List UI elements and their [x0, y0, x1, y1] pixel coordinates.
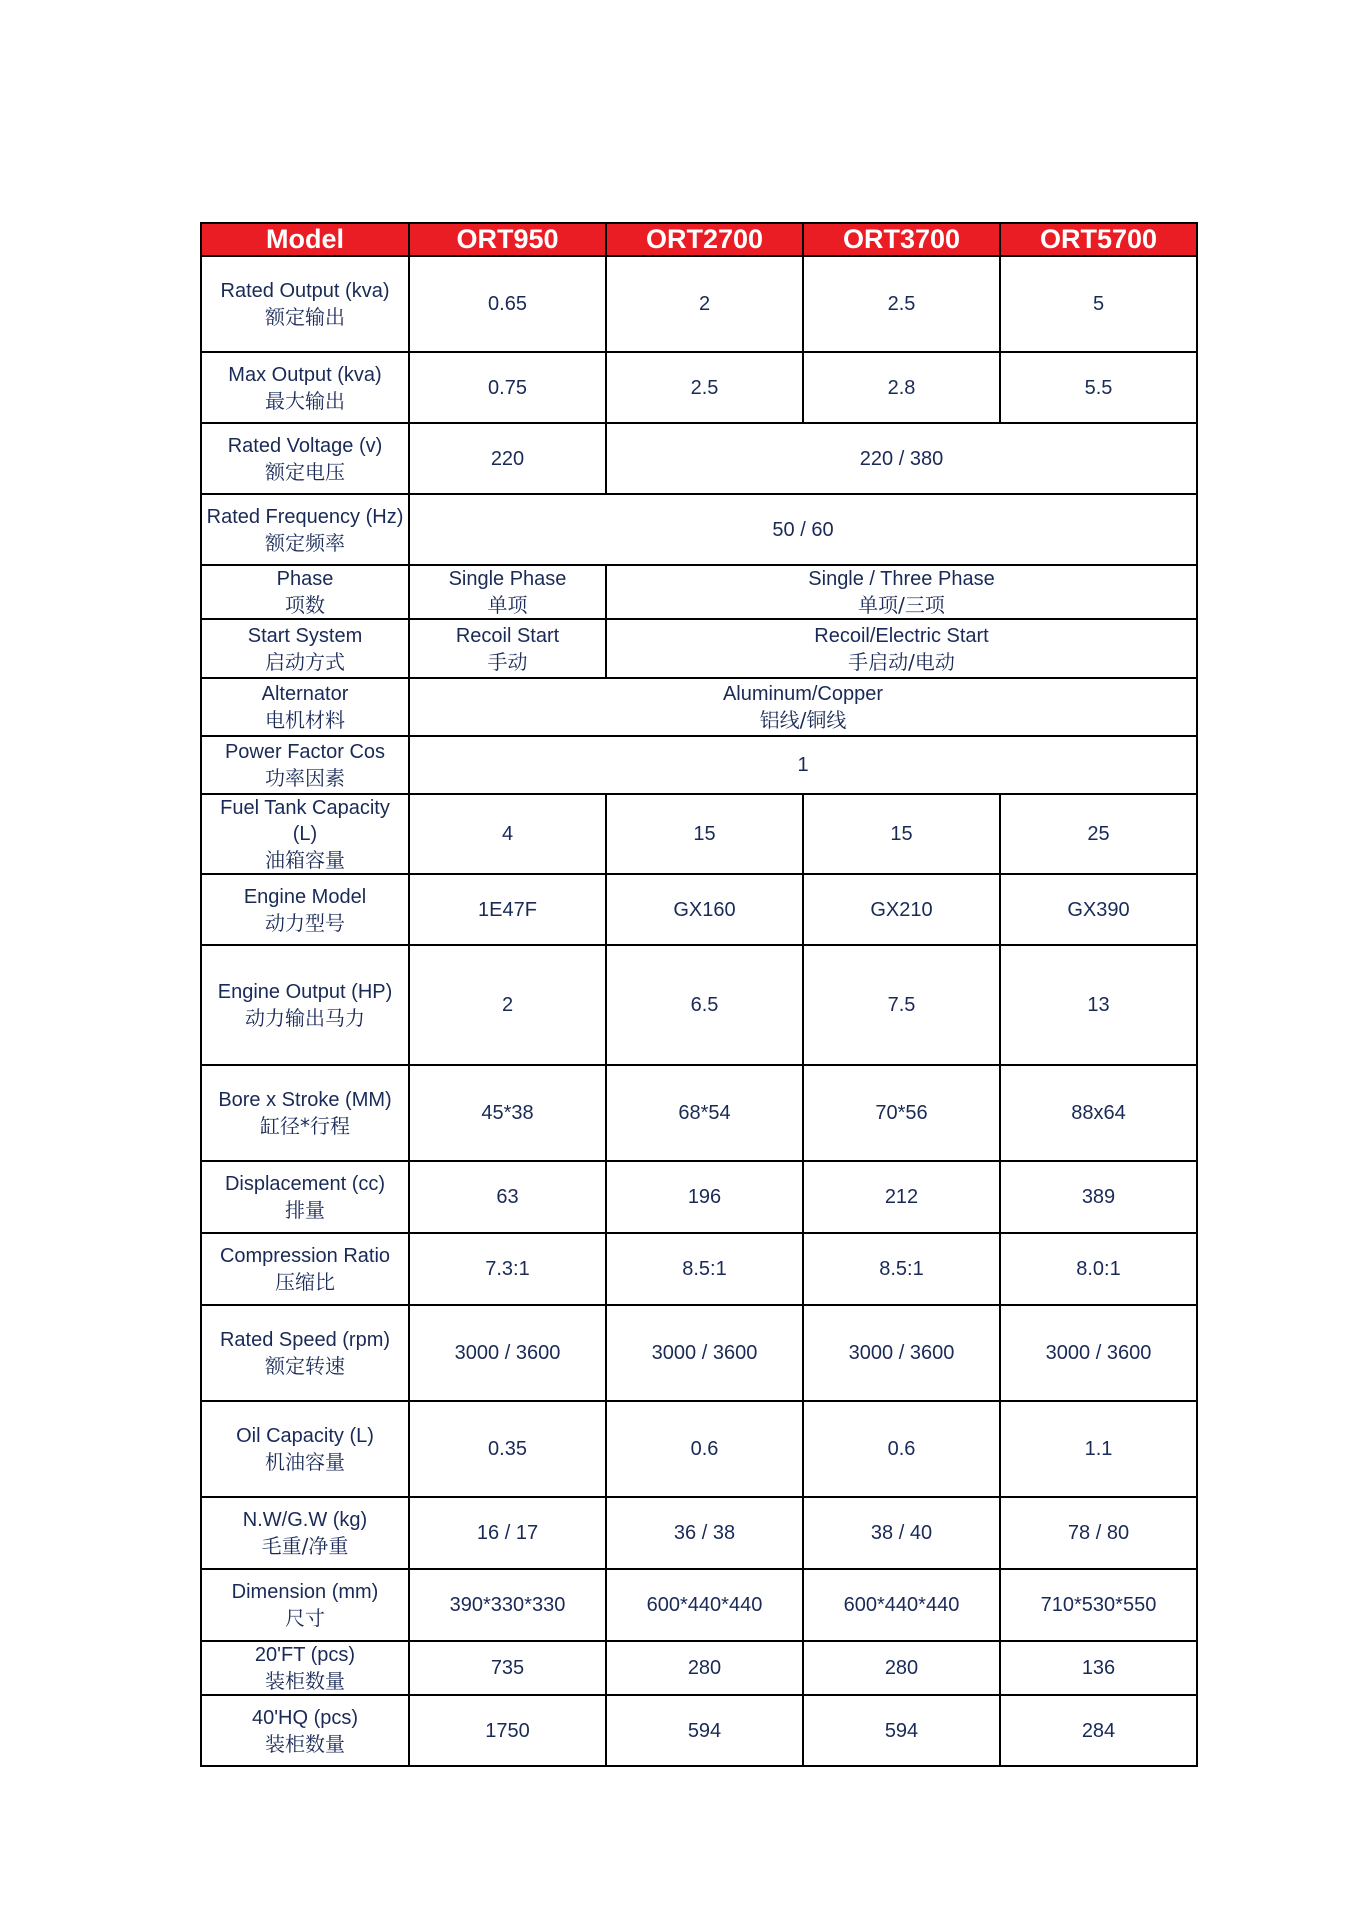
value-cell: 212: [803, 1161, 1000, 1233]
header-ort950: ORT950: [409, 223, 606, 256]
row-label: Power Factor Cos 功率因素: [201, 736, 409, 794]
row-label: Fuel Tank Capacity (L) 油箱容量: [201, 794, 409, 874]
value-cell: GX390: [1000, 874, 1197, 945]
row-label: Alternator 电机材料: [201, 678, 409, 736]
value-cell-merged: 50 / 60: [409, 494, 1197, 565]
value-cell: 2.8: [803, 352, 1000, 423]
header-ort5700: ORT5700: [1000, 223, 1197, 256]
value-cell: 735: [409, 1641, 606, 1695]
value-cell: 280: [606, 1641, 803, 1695]
table-row: [201, 352, 1197, 423]
table-row: [201, 619, 1197, 678]
table-row: [201, 1233, 1197, 1305]
value-cell: 3000 / 3600: [606, 1305, 803, 1401]
value-cell: 45*38: [409, 1065, 606, 1161]
value-cell: 3000 / 3600: [803, 1305, 1000, 1401]
header-ort3700: ORT3700: [803, 223, 1000, 256]
value-cell: 88x64: [1000, 1065, 1197, 1161]
table-row: [201, 874, 1197, 945]
value-cell: 36 / 38: [606, 1497, 803, 1569]
value-cell: 5: [1000, 256, 1197, 352]
value-cell: 70*56: [803, 1065, 1000, 1161]
value-cell: Recoil Start 手动: [409, 619, 606, 678]
table-row: [201, 1305, 1197, 1401]
row-label: Rated Output (kva) 额定输出: [201, 256, 409, 352]
value-cell: 196: [606, 1161, 803, 1233]
table-row: [201, 1161, 1197, 1233]
value-cell: 2: [606, 256, 803, 352]
value-cell: 390*330*330: [409, 1569, 606, 1641]
value-cell: 8.0:1: [1000, 1233, 1197, 1305]
value-cell-merged: 1: [409, 736, 1197, 794]
row-label: Rated Frequency (Hz) 额定频率: [201, 494, 409, 565]
value-cell: 8.5:1: [606, 1233, 803, 1305]
value-cell: 2.5: [606, 352, 803, 423]
value-cell: 15: [803, 794, 1000, 874]
value-cell: 78 / 80: [1000, 1497, 1197, 1569]
header-ort2700: ORT2700: [606, 223, 803, 256]
table-row: [201, 565, 1197, 619]
value-cell: 0.75: [409, 352, 606, 423]
value-cell-merged: Recoil/Electric Start 手启动/电动: [606, 619, 1197, 678]
table-row: [201, 678, 1197, 736]
value-cell: 16 / 17: [409, 1497, 606, 1569]
row-label: Max Output (kva) 最大输出: [201, 352, 409, 423]
value-cell: 389: [1000, 1161, 1197, 1233]
value-cell: 600*440*440: [803, 1569, 1000, 1641]
row-label: Start System 启动方式: [201, 619, 409, 678]
row-label: 20'FT (pcs) 装柜数量: [201, 1641, 409, 1695]
value-cell-merged: Single / Three Phase 单项/三项: [606, 565, 1197, 619]
value-cell: 63: [409, 1161, 606, 1233]
value-cell: 25: [1000, 794, 1197, 874]
table-row: [201, 794, 1197, 874]
row-label: Rated Voltage (v) 额定电压: [201, 423, 409, 494]
value-cell-merged: 220 / 380: [606, 423, 1197, 494]
row-label: Compression Ratio 压缩比: [201, 1233, 409, 1305]
row-label: Dimension (mm) 尺寸: [201, 1569, 409, 1641]
value-cell: 1750: [409, 1695, 606, 1766]
row-label: Phase 项数: [201, 565, 409, 619]
row-label: Engine Model 动力型号: [201, 874, 409, 945]
table-row: [201, 1497, 1197, 1569]
value-cell: 594: [803, 1695, 1000, 1766]
value-cell: Single Phase 单项: [409, 565, 606, 619]
value-cell: 0.6: [606, 1401, 803, 1497]
value-cell: 1.1: [1000, 1401, 1197, 1497]
value-cell: 594: [606, 1695, 803, 1766]
value-cell: 600*440*440: [606, 1569, 803, 1641]
value-cell: 2.5: [803, 256, 1000, 352]
table-row: [201, 1641, 1197, 1695]
value-cell: 710*530*550: [1000, 1569, 1197, 1641]
value-cell: 0.65: [409, 256, 606, 352]
value-cell: 280: [803, 1641, 1000, 1695]
value-cell-merged: Aluminum/Copper 铝线/铜线: [409, 678, 1197, 736]
value-cell: 7.3:1: [409, 1233, 606, 1305]
value-cell: 5.5: [1000, 352, 1197, 423]
table-row: [201, 1401, 1197, 1497]
value-cell: 0.35: [409, 1401, 606, 1497]
value-cell: 13: [1000, 945, 1197, 1065]
value-cell: 3000 / 3600: [409, 1305, 606, 1401]
table-row: [201, 256, 1197, 352]
table-row: [201, 494, 1197, 565]
value-cell: 4: [409, 794, 606, 874]
value-cell: 6.5: [606, 945, 803, 1065]
value-cell: 38 / 40: [803, 1497, 1000, 1569]
table-row: [201, 736, 1197, 794]
header-model: Model: [201, 223, 409, 256]
value-cell: 284: [1000, 1695, 1197, 1766]
row-label: Bore x Stroke (MM) 缸径*行程: [201, 1065, 409, 1161]
value-cell: GX210: [803, 874, 1000, 945]
value-cell: GX160: [606, 874, 803, 945]
row-label: Rated Speed (rpm) 额定转速: [201, 1305, 409, 1401]
spec-table: [200, 222, 1198, 1767]
value-cell: 0.6: [803, 1401, 1000, 1497]
table-row: [201, 1065, 1197, 1161]
row-label: Displacement (cc) 排量: [201, 1161, 409, 1233]
value-cell: 3000 / 3600: [1000, 1305, 1197, 1401]
value-cell: 8.5:1: [803, 1233, 1000, 1305]
value-cell: 2: [409, 945, 606, 1065]
row-label: N.W/G.W (kg) 毛重/净重: [201, 1497, 409, 1569]
table-row: [201, 423, 1197, 494]
value-cell: 15: [606, 794, 803, 874]
row-label: 40'HQ (pcs) 装柜数量: [201, 1695, 409, 1766]
value-cell: 7.5: [803, 945, 1000, 1065]
value-cell: 1E47F: [409, 874, 606, 945]
value-cell: 68*54: [606, 1065, 803, 1161]
table-row: [201, 1569, 1197, 1641]
table-row: [201, 1695, 1197, 1766]
value-cell: 220: [409, 423, 606, 494]
header-row: [201, 223, 1197, 256]
value-cell: 136: [1000, 1641, 1197, 1695]
table-row: [201, 945, 1197, 1065]
row-label: Oil Capacity (L) 机油容量: [201, 1401, 409, 1497]
row-label: Engine Output (HP) 动力输出马力: [201, 945, 409, 1065]
